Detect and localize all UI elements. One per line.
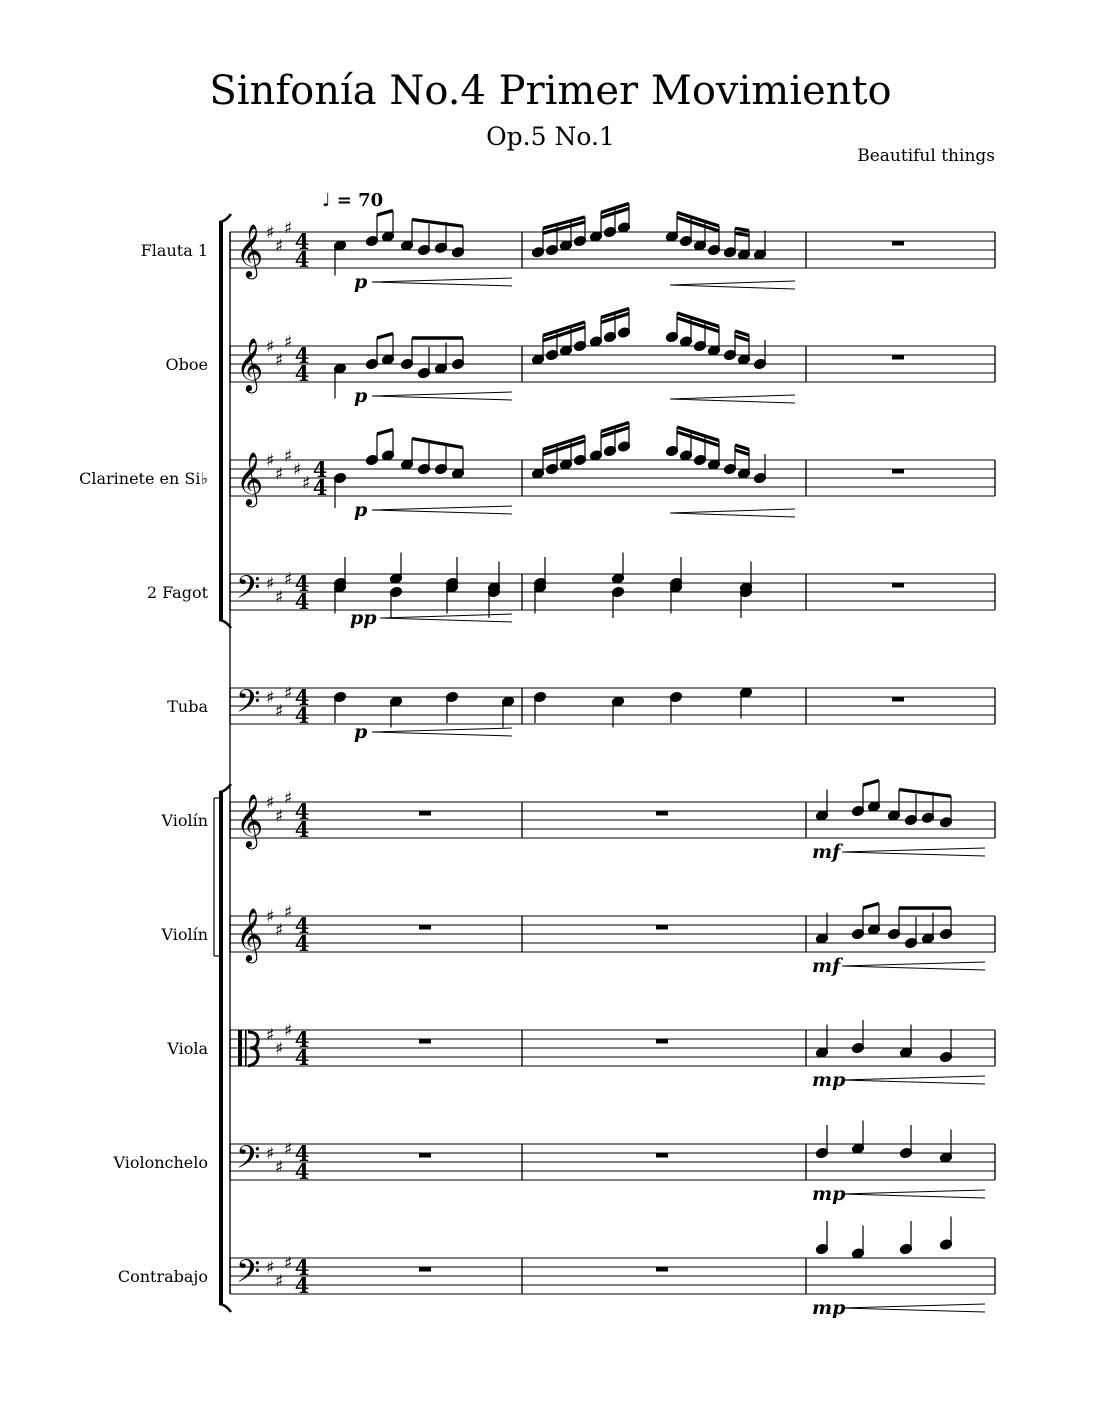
sharp-icon: ♯ (284, 1253, 293, 1274)
tempo-value: = 70 (336, 190, 384, 211)
sharp-icon: ♯ (266, 337, 275, 357)
note-beam (735, 331, 749, 336)
sharp-icon: ♯ (284, 788, 293, 809)
dynamic-marking: p (354, 721, 368, 743)
instrument-label: Tuba (167, 697, 208, 716)
instrument-label: Flauta 1 (140, 241, 208, 260)
sharp-icon: ♯ (266, 907, 275, 927)
note-beam (735, 228, 749, 230)
bracket-hook (219, 1304, 231, 1312)
whole-rest (656, 1039, 668, 1044)
sharp-icon: ♯ (275, 701, 284, 722)
sharp-icon: ♯ (293, 460, 302, 480)
instrument-label: Clarinete en Si♭ (79, 469, 208, 488)
dynamic-marking: mp (812, 1183, 846, 1205)
decrescendo-hairpin (670, 509, 795, 517)
sharp-icon: ♯ (284, 569, 293, 590)
bass-clef-icon: 𝄢 (236, 1139, 261, 1183)
whole-rest (419, 1267, 431, 1272)
time-signature-top: 4 (294, 343, 310, 368)
sharp-icon: ♯ (284, 446, 293, 467)
sharp-icon: ♯ (266, 451, 275, 471)
whole-rest (892, 583, 904, 588)
whole-rest (892, 355, 904, 360)
sharp-icon: ♯ (275, 1157, 284, 1178)
note-beam (863, 781, 879, 786)
alto-clef-icon (245, 1030, 247, 1066)
sharp-icon: ♯ (275, 1039, 284, 1059)
decrescendo-hairpin (842, 1304, 985, 1312)
sharp-icon: ♯ (266, 688, 275, 708)
bracket-hook (219, 784, 231, 792)
time-signature-bottom: 4 (294, 589, 310, 614)
dynamic-marking: pp (350, 607, 377, 629)
note-beam (735, 336, 749, 341)
tempo-marking (322, 190, 383, 211)
sharp-icon: ♯ (275, 236, 284, 257)
sharp-icon: ♯ (266, 1025, 275, 1046)
instrument-label: Contrabajo (117, 1267, 208, 1286)
woodwind-bracket (219, 222, 223, 620)
bass-clef-icon: 𝄢 (236, 569, 261, 613)
sharp-icon: ♯ (266, 574, 275, 594)
sharp-icon: ♯ (275, 920, 284, 941)
note-beam (735, 445, 749, 450)
sharp-icon: ♯ (275, 587, 284, 608)
time-signature-top: 4 (294, 913, 310, 938)
time-signature-top: 4 (312, 457, 328, 482)
alto-clef-icon (248, 1032, 258, 1066)
instrument-label: Violín (161, 811, 208, 830)
whole-rest (656, 1153, 668, 1158)
time-signature-bottom: 4 (294, 1273, 310, 1298)
sharp-icon: ♯ (284, 1021, 293, 1041)
note-beam (735, 450, 749, 455)
note-beam (412, 439, 463, 448)
sharp-icon: ♯ (284, 1139, 293, 1160)
note-beam (735, 233, 749, 235)
time-signature-top: 4 (294, 1255, 310, 1280)
alto-clef-icon (238, 1030, 242, 1066)
string-bracket (219, 792, 223, 1304)
whole-rest (892, 241, 904, 246)
decrescendo-hairpin (372, 278, 512, 286)
sharp-icon: ♯ (284, 902, 293, 923)
time-signature-top: 4 (294, 799, 310, 824)
dynamic-marking: mf (812, 841, 841, 863)
time-signature-bottom: 4 (294, 247, 310, 272)
score-title: Sinfonía No.4 Primer Movimiento (209, 68, 892, 114)
sharp-icon: ♯ (284, 683, 293, 704)
sharp-icon: ♯ (266, 223, 275, 243)
sharp-icon: ♯ (302, 473, 311, 494)
whole-rest (656, 1267, 668, 1272)
dynamic-marking: p (354, 271, 368, 293)
sharp-icon: ♯ (284, 332, 293, 353)
sharp-icon: ♯ (266, 1144, 275, 1164)
time-signature-top: 4 (294, 685, 310, 710)
whole-rest (656, 811, 668, 816)
time-signature-bottom: 4 (294, 931, 310, 956)
time-signature-top: 4 (294, 1141, 310, 1166)
treble-clef-icon: 𝄞 (236, 793, 264, 847)
decrescendo-hairpin (670, 281, 795, 289)
note-beam (412, 220, 463, 227)
sharp-icon: ♯ (266, 1258, 275, 1278)
note-beam (377, 334, 393, 339)
sharp-icon: ♯ (275, 464, 284, 485)
time-signature-top: 4 (294, 571, 310, 596)
composer-name: Beautiful things (857, 146, 995, 166)
time-signature-bottom: 4 (294, 817, 310, 842)
instrument-label: Violonchelo (113, 1153, 208, 1172)
decrescendo-hairpin (842, 1190, 985, 1198)
decrescendo-hairpin (380, 614, 512, 622)
time-signature-bottom: 4 (312, 475, 328, 500)
treble-clef-icon: 𝄞 (236, 223, 264, 277)
decrescendo-hairpin (372, 728, 512, 736)
whole-rest (656, 925, 668, 930)
score-subtitle: Op.5 No.1 (486, 122, 615, 151)
instrument-label: Viola (167, 1039, 208, 1058)
dynamic-marking: p (354, 499, 368, 521)
time-signature-bottom: 4 (294, 703, 310, 728)
treble-clef-icon: 𝄞 (236, 337, 264, 391)
decrescendo-hairpin (372, 392, 512, 400)
bracket-hook (219, 214, 231, 222)
sharp-icon: ♯ (284, 218, 293, 239)
whole-rest (892, 697, 904, 702)
treble-clef-icon: 𝄞 (236, 907, 264, 961)
sharp-icon: ♯ (275, 1271, 284, 1292)
treble-clef-icon: 𝄞 (236, 451, 264, 505)
dynamic-marking: mf (812, 955, 841, 977)
quarter-note-icon: ♩ (322, 190, 331, 211)
sharp-icon: ♯ (266, 793, 275, 813)
time-signature-bottom: 4 (294, 1045, 310, 1070)
decrescendo-hairpin (842, 962, 985, 970)
sharp-icon: ♯ (275, 806, 284, 827)
decrescendo-hairpin (372, 506, 512, 514)
bass-clef-icon: 𝄢 (236, 683, 261, 727)
instrument-label: Oboe (165, 355, 208, 374)
note-beam (863, 904, 879, 909)
decrescendo-hairpin (842, 848, 985, 856)
whole-rest (419, 925, 431, 930)
note-beam (377, 430, 393, 435)
dynamic-marking: mp (812, 1069, 846, 1091)
decrescendo-hairpin (842, 1076, 985, 1084)
whole-rest (892, 469, 904, 474)
note-beam (377, 211, 393, 216)
instrument-label: 2 Fagot (146, 583, 208, 602)
bass-clef-icon: 𝄢 (236, 1253, 261, 1297)
notes-layer (333, 204, 985, 1320)
time-signature-top: 4 (294, 229, 310, 254)
dynamic-marking: mp (812, 1297, 846, 1319)
time-signature-bottom: 4 (294, 1159, 310, 1184)
bracket-hook (219, 620, 231, 628)
whole-rest (419, 1039, 431, 1044)
sharp-icon: ♯ (275, 350, 284, 371)
time-signature-bottom: 4 (294, 361, 310, 386)
note-beam (899, 790, 951, 797)
whole-rest (419, 1153, 431, 1158)
dynamic-marking: p (354, 385, 368, 407)
time-signature-top: 4 (294, 1027, 310, 1052)
instrument-label: Violín (161, 925, 208, 944)
whole-rest (419, 811, 431, 816)
decrescendo-hairpin (670, 395, 795, 403)
